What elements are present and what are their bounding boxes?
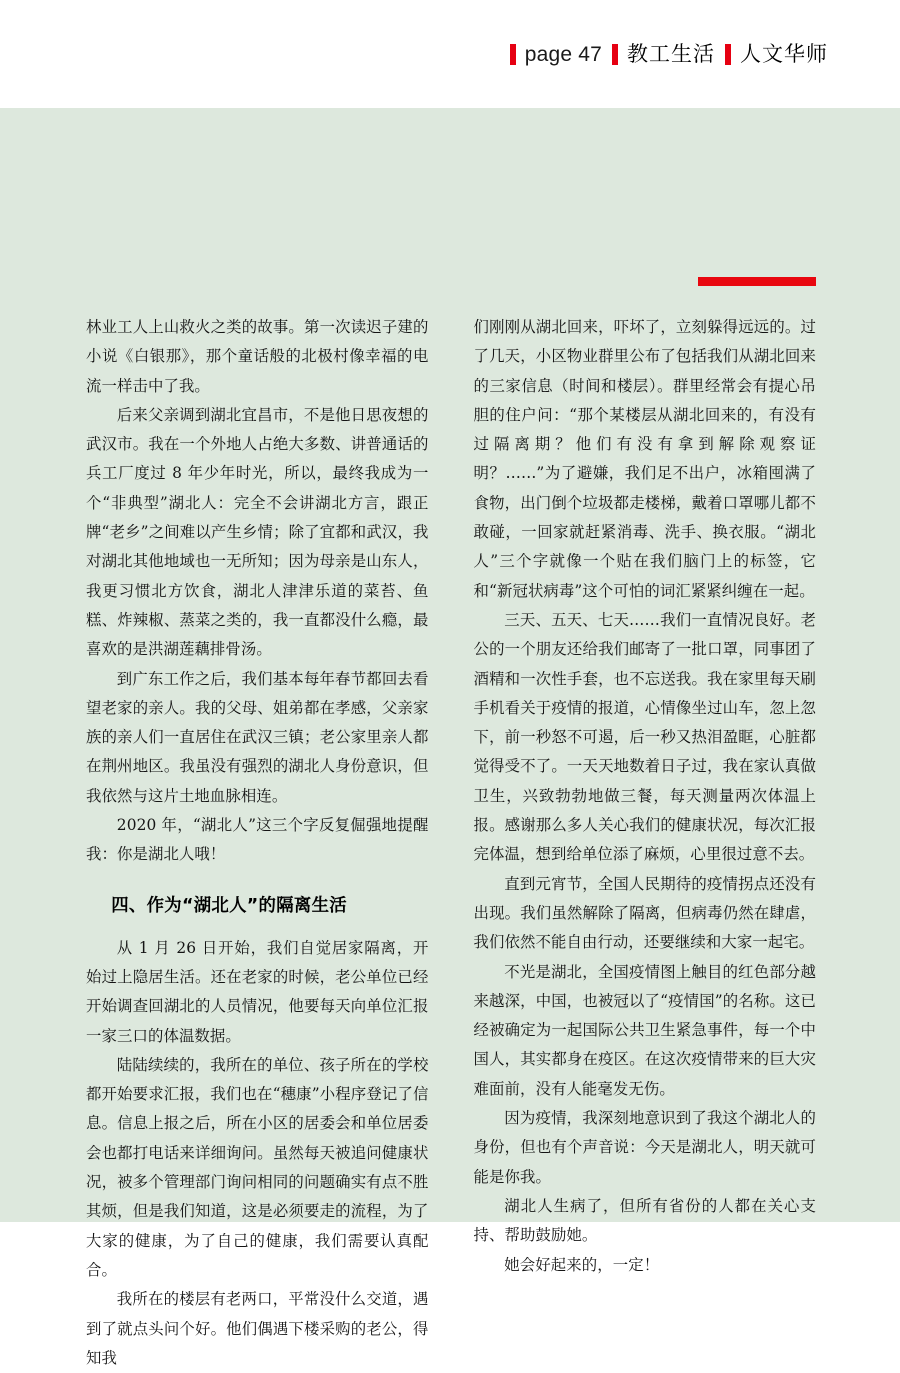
paragraph: 林业工人上山救火之类的故事。第一次读迟子建的小说《白银那》，那个童话般的北极村像幸福的电流一样击中了我。: [86, 318, 429, 395]
section-heading: 四、作为“湖北人”的隔离生活: [111, 895, 347, 916]
paragraph: 我所在的楼层有老两口，平常没什么交道，遇到了就点头问个好。他们偶遇下楼采购的老公，得知我: [86, 1290, 429, 1367]
paragraph: 2020 年，“湖北人”这三个字反复倔强地提醒我：你是湖北人哦！: [86, 816, 429, 864]
decorative-accent-rule: [698, 277, 816, 286]
right-column: [474, 313, 817, 1373]
article-columns: [86, 313, 816, 1373]
paragraph: 后来父亲调到湖北宜昌市，不是他日思夜想的武汉市。我在一个外地人占绝大多数、讲普通话的兵工厂度过 8 年少年时光，所以，最终我成为一个“非典型”湖北人：完全不会讲湖北方言，跟正牌“老乡”之间难以产生乡情；除了宜都和武汉，我对湖北其他地域也一无所知；因为母亲是山东人，我更习惯北方饮食，湖北人津津乐道的菜苔、鱼糕、炸辣椒、蒸菜之类的，我一直都没什么瘾，最喜欢的是洪湖莲藕排骨汤。: [86, 405, 429, 659]
section-label: 教工生活: [627, 42, 715, 66]
left-column: [86, 313, 429, 1373]
paragraph: 们刚刚从湖北回来，吓坏了，立刻躲得远远的。过了几天，小区物业群里公布了包括我们从湖北回来的三家信息（时间和楼层）。群里经常会有提心吊胆的住户问：“那个某楼层从湖北回来的，有没有过隔离期？他们有没有拿到解除观察证明？……”为了避嫌，我们足不出户，冰箱囤满了食物，出门倒个垃圾都走楼梯，戴着口罩哪儿都不敢碰，一回家就赶紧消毒、洗手、换衣服。“湖北人”三个字就像一个贴在我们脑门上的标签，它和“新冠状病毒”这个可怕的词汇紧紧纠缠在一起。: [473, 318, 816, 600]
paragraph: 直到元宵节，全国人民期待的疫情拐点还没有出现。我们虽然解除了隔离，但病毒仍然在肆虐，我们依然不能自由行动，还要继续和大家一起宅。: [473, 874, 816, 952]
publication-label: 人文华师: [740, 42, 828, 66]
red-bar-separator-icon: [612, 44, 618, 65]
paragraph: 不光是湖北，全国疫情图上触目的红色部分越来越深，中国，也被冠以了“疫情国”的名称。这已经被确定为一起国际公共卫生紧急事件，每一个中国人，其实都身在疫区。在这次疫情带来的巨大灾难面前，没有人能毫发无伤。: [473, 962, 816, 1098]
red-bar-separator-icon: [510, 44, 516, 65]
red-bar-separator-icon: [725, 44, 731, 65]
paragraph: 到广东工作之后，我们基本每年春节都回去看望老家的亲人。我的父母、姐弟都在孝感，父亲家族的亲人们一直居住在武汉三镇；老公家里亲人都在荆州地区。我虽没有强烈的湖北人身份意识，但我依然与这片土地血脉相连。: [86, 669, 429, 805]
paragraph: 湖北人生病了，但所有省份的人都在关心支持、帮助鼓励她。: [473, 1196, 816, 1245]
paragraph: 她会好起来的，一定！: [504, 1255, 660, 1274]
paragraph: 从 1 月 26 日开始，我们自觉居家隔离，开始过上隐居生活。还在老家的时候，老公单位已经开始调查回湖北的人员情况，他要每天向单位汇报一家三口的体温数据。: [86, 938, 429, 1045]
page-body: [0, 108, 900, 1367]
header-inner: [510, 44, 828, 65]
paragraph: 因为疫情，我深刻地意识到了我这个湖北人的身份，但也有个声音说：今天是湖北人，明天就可能是你我。: [473, 1109, 816, 1186]
paragraph: 三天、五天、七天……我们一直情况良好。老公的一个朋友还给我们邮寄了一批口罩，同事团了酒精和一次性手套，也不忘送我。我在家里每天刷手机看关于疫情的报道，心情像坐过山车，忽上忽下，前一秒怒不可遏，后一秒又热泪盈眶，心脏都觉得受不了。一天天地数着日子过，我在家认真做卫生，兴致勃勃地做三餐，每天测量两次体温上报。感谢那么多人关心我们的健康状况，每次汇报完体温，想到给单位添了麻烦，心里很过意不去。: [473, 610, 816, 864]
page-number-label: page 47: [524, 43, 602, 66]
paragraph: 陆陆续续的，我所在的单位、孩子所在的学校都开始要求汇报，我们也在“穗康”小程序登记了信息。信息上报之后，所在小区的居委会和单位居委会也都打电话来详细询问。虽然每天被追问健康状况，被多个管理部门询问相同的问题确实有点不胜其烦，但是我们知道，这是必须要走的流程，为了大家的健康，为了自己的健康，我们需要认真配合。: [86, 1055, 429, 1279]
page-running-header: [0, 0, 900, 108]
